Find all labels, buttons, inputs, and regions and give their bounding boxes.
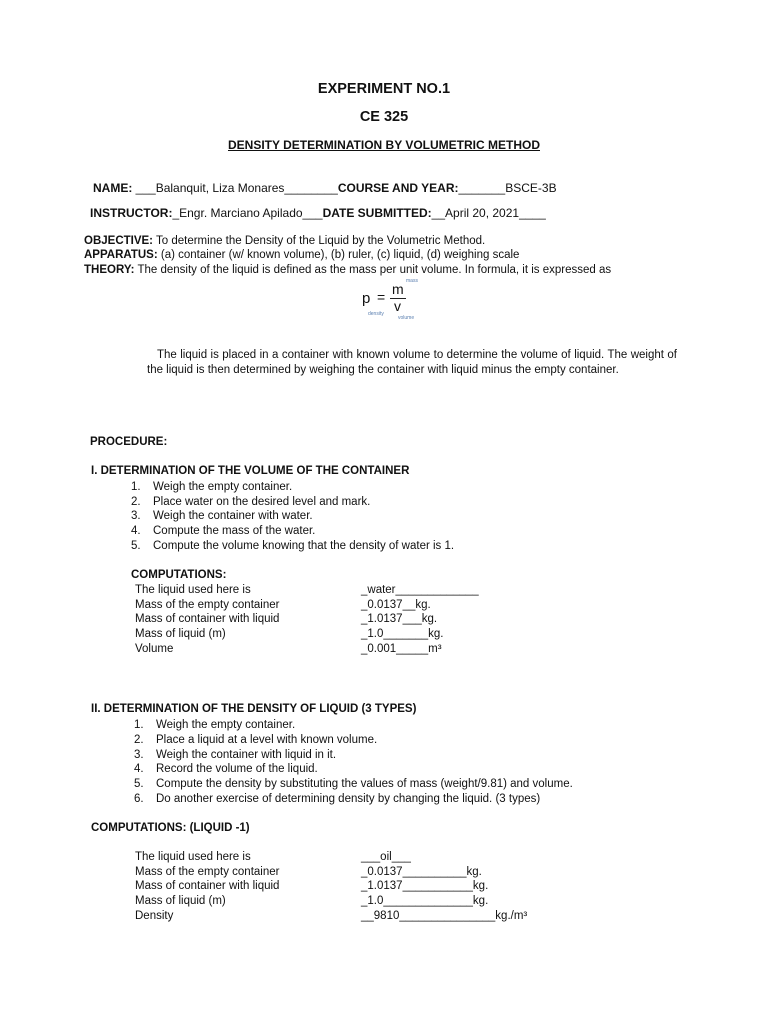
computation-value: __9810_______________kg./m³ — [361, 909, 528, 922]
list-item: 5. Compute the density by substituting the values of mass (weight/9.81) and volume. — [134, 778, 573, 791]
volume-note: volume — [398, 315, 415, 321]
computation-value: _1.0137___kg. — [361, 613, 438, 626]
list-item: 4. Compute the mass of the water. — [131, 525, 316, 538]
date-label: DATE SUBMITTED: — [322, 206, 432, 220]
computation-value: _1.0______________kg. — [361, 895, 489, 908]
computation-label: Mass of liquid (m) — [135, 895, 226, 908]
document-subtitle: DENSITY DETERMINATION BY VOLUMETRIC METHOD — [227, 138, 540, 152]
computation-value: _water_____________ — [361, 584, 479, 596]
computation-label: Mass of the empty container — [135, 598, 280, 611]
theory-text: The density of the liquid is defined as the mass per unit volume. In formula, it is expressed as — [134, 264, 612, 276]
theory-label: THEORY: — [84, 264, 135, 276]
computation-value: _1.0_______kg. — [361, 628, 444, 641]
course-code: CE 325 — [359, 109, 409, 125]
experiment-title: EXPERIMENT NO.1 — [317, 81, 451, 97]
computation-label: Mass of liquid (m) — [135, 628, 226, 641]
course-value: _______BSCE-3B — [458, 181, 557, 195]
liquid1-labels — [135, 850, 279, 924]
computations-heading: COMPUTATIONS: — [131, 569, 227, 581]
name-value: ___Balanquit, Liza Monares________ — [135, 181, 338, 195]
computation-value: _0.0137__________kg. — [361, 865, 482, 878]
computation-label: Mass of container with liquid — [135, 880, 280, 893]
mass-note: mass — [406, 278, 418, 284]
computation-value: _0.001_____m³ — [361, 642, 442, 655]
list-item: 1. Weigh the empty container. — [131, 481, 293, 493]
formula-rho: p — [362, 290, 371, 307]
computation-value: ___oil___ — [361, 851, 411, 863]
density-formula — [352, 278, 442, 326]
apparatus-line — [84, 249, 519, 261]
list-item: 1. Weigh the empty container. — [134, 719, 296, 731]
computation-label: The liquid used here is — [135, 584, 251, 596]
section1-steps — [131, 480, 454, 554]
section2-heading: II. DETERMINATION OF THE DENSITY OF LIQUID (3 TYPES) — [91, 703, 417, 715]
computations-values — [361, 583, 479, 657]
computation-label: The liquid used here is — [135, 851, 251, 863]
procedure-heading: PROCEDURE: — [90, 436, 168, 448]
name-label: NAME: — [93, 181, 133, 195]
computation-label: Volume — [135, 642, 174, 655]
name-line — [93, 181, 557, 195]
instructor-line — [90, 206, 546, 220]
density-note: density — [368, 311, 384, 317]
explanation-paragraph: The liquid is placed in a container with known volume to determine the volume of liquid. The weight of the liquid is then determined by weighing the container with liquid minus the empty container. — [147, 349, 677, 376]
theory-line — [84, 264, 611, 276]
apparatus-text: (a) container (w/ known volume), (b) ruler, (c) liquid, (d) weighing scale — [157, 249, 520, 261]
formula-equals: = — [377, 289, 386, 305]
computations-labels — [135, 583, 279, 657]
date-value: __April 20, 2021____ — [431, 206, 546, 220]
computation-label: Density — [135, 909, 174, 922]
computation-label: Mass of container with liquid — [135, 613, 280, 626]
list-item: 4. Record the volume of the liquid. — [134, 763, 318, 776]
list-item: 5. Compute the volume knowing that the density of water is 1. — [131, 539, 455, 552]
instructor-label: INSTRUCTOR: — [90, 206, 173, 220]
computation-value: _1.0137___________kg. — [361, 880, 489, 893]
computation-label: Mass of the empty container — [135, 865, 280, 878]
section1-heading: I. DETERMINATION OF THE VOLUME OF THE CONTAINER — [91, 465, 410, 477]
objective-label: OBJECTIVE: — [84, 235, 154, 247]
instructor-value: _Engr. Marciano Apilado___ — [172, 206, 323, 220]
liquid1-values — [361, 850, 527, 924]
computation-value: _0.0137__kg. — [361, 598, 431, 611]
formula-denominator: v — [394, 298, 401, 314]
list-item: 3. Weigh the container with liquid in it. — [134, 748, 337, 761]
list-item: 6. Do another exercise of determining density by changing the liquid. (3 types) — [134, 792, 541, 805]
list-item: 2. Place a liquid at a level with known volume. — [134, 733, 378, 746]
formula-numerator: m — [392, 281, 404, 297]
course-label: COURSE AND YEAR: — [337, 181, 459, 195]
list-item: 2. Place water on the desired level and mark. — [131, 495, 371, 508]
apparatus-label: APPARATUS: — [84, 249, 158, 261]
computations-liquid1-heading: COMPUTATIONS: (LIQUID -1) — [91, 822, 250, 834]
section2-steps — [134, 718, 573, 807]
objective-text: To determine the Density of the Liquid by the Volumetric Method. — [153, 235, 486, 247]
objective-line — [84, 235, 485, 247]
list-item: 3. Weigh the container with water. — [131, 510, 313, 523]
